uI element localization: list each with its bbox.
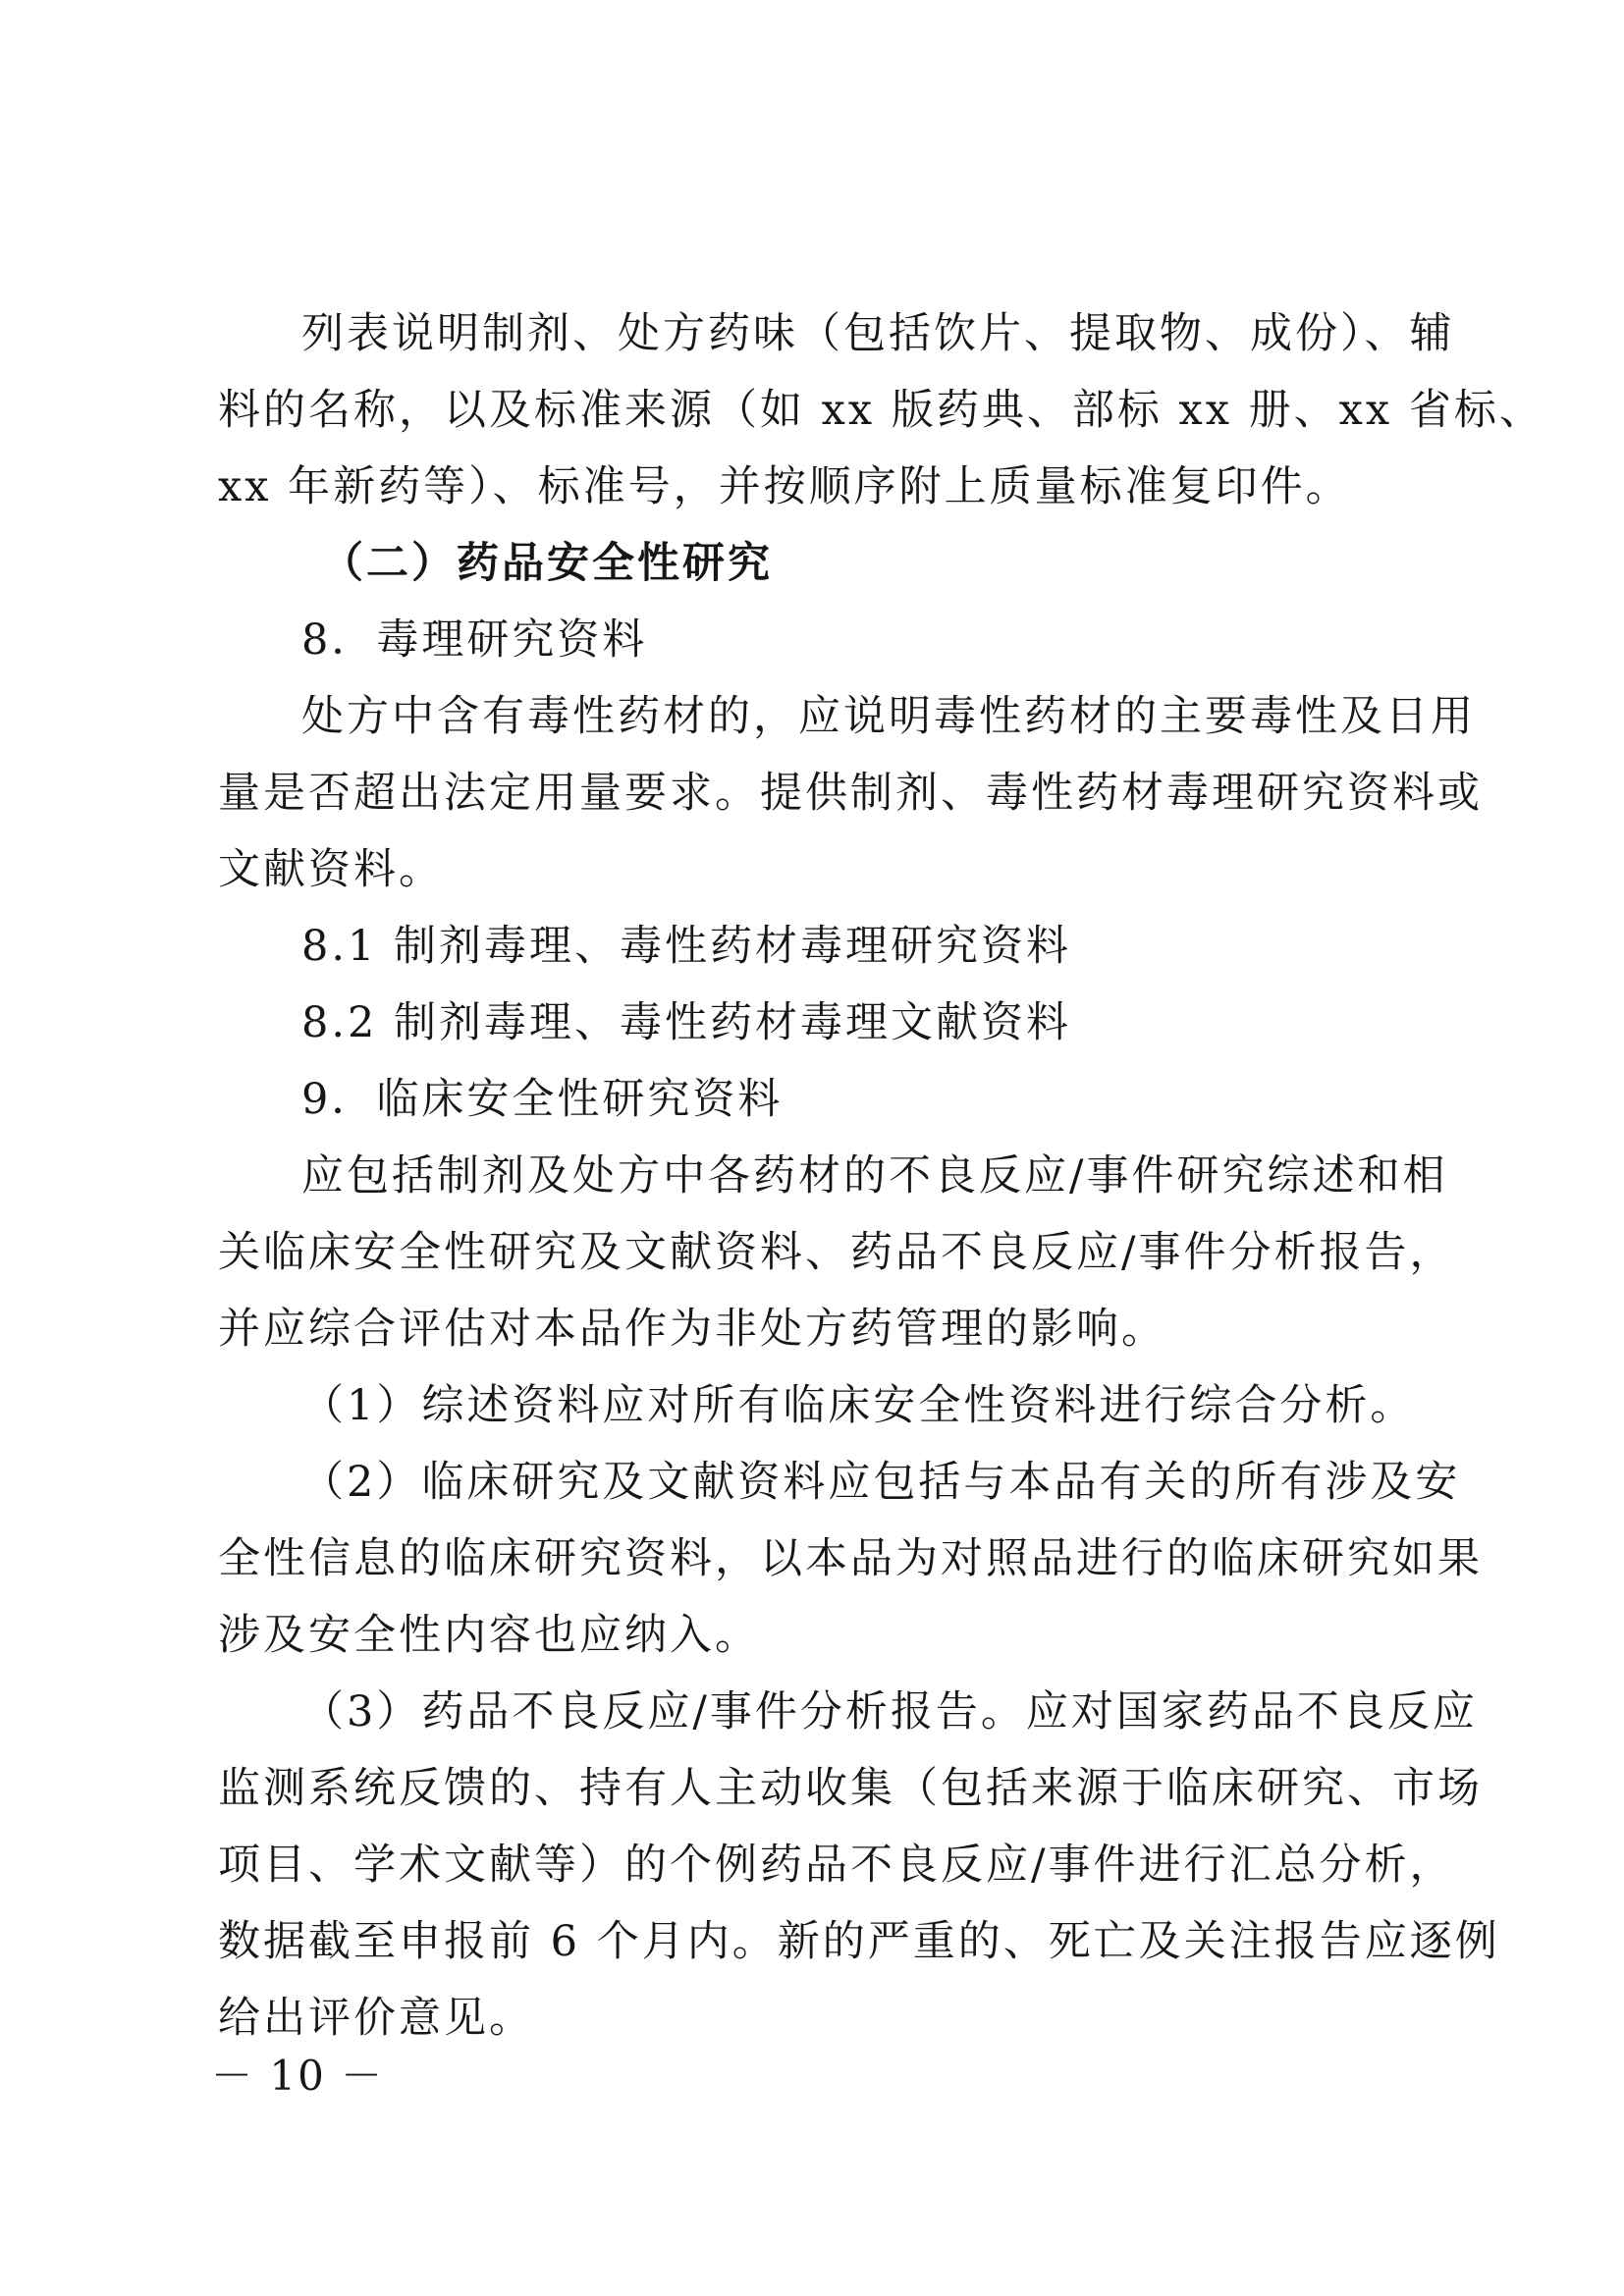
- body-line: 量是否超出法定用量要求。提供制剂、毒性药材毒理研究资料或: [218, 769, 1483, 818]
- body-line: 监测系统反馈的、持有人主动收集（包括来源于临床研究、市场: [218, 1764, 1483, 1813]
- body-line: 给出评价意见。: [218, 1994, 534, 2043]
- subsection-heading-toxicology: 8．毒理研究资料: [301, 615, 648, 665]
- body-line: 处方中含有毒性药材的，应说明毒性药材的主要毒性及日用: [301, 692, 1476, 741]
- section-heading-drug-safety: （二）药品安全性研究: [321, 539, 773, 588]
- page-number: － 10 －: [211, 2052, 385, 2100]
- body-line: 文献资料。: [218, 845, 444, 894]
- body-line: 列表说明制剂、处方药味（包括饮片、提取物、成份）、辅: [301, 309, 1455, 358]
- body-line: 涉及安全性内容也应纳入。: [218, 1611, 760, 1660]
- list-item-2: （2）临床研究及文献资料应包括与本品有关的所有涉及安: [301, 1458, 1461, 1507]
- body-line: 应包括制剂及处方中各药材的不良反应/事件研究综述和相: [301, 1151, 1448, 1201]
- body-line: xx 年新药等）、标准号，并按顺序附上质量标准复印件。: [218, 462, 1351, 511]
- body-line: 料的名称，以及标准来源（如 xx 版药典、部标 xx 册、xx 省标、: [218, 386, 1544, 435]
- list-item-3: （3）药品不良反应/事件分析报告。应对国家药品不良反应: [301, 1687, 1478, 1736]
- subsection-heading-clinical-safety: 9．临床安全性研究资料: [301, 1075, 784, 1124]
- list-item-8-1: 8.1 制剂毒理、毒性药材毒理研究资料: [301, 922, 1072, 971]
- body-line: 关临床安全性研究及文献资料、药品不良反应/事件分析报告，: [218, 1228, 1455, 1277]
- body-line: 数据截至申报前 6 个月内。新的严重的、死亡及关注报告应逐例: [218, 1917, 1500, 1966]
- body-line: 全性信息的临床研究资料，以本品为对照品进行的临床研究如果: [218, 1534, 1483, 1583]
- body-line: 项目、学术文献等）的个例药品不良反应/事件进行汇总分析，: [218, 1841, 1455, 1890]
- list-item-1: （1）综述资料应对所有临床安全性资料进行综合分析。: [301, 1381, 1416, 1430]
- list-item-8-2: 8.2 制剂毒理、毒性药材毒理文献资料: [301, 998, 1072, 1047]
- body-line: 并应综合评估对本品作为非处方药管理的影响。: [218, 1305, 1166, 1354]
